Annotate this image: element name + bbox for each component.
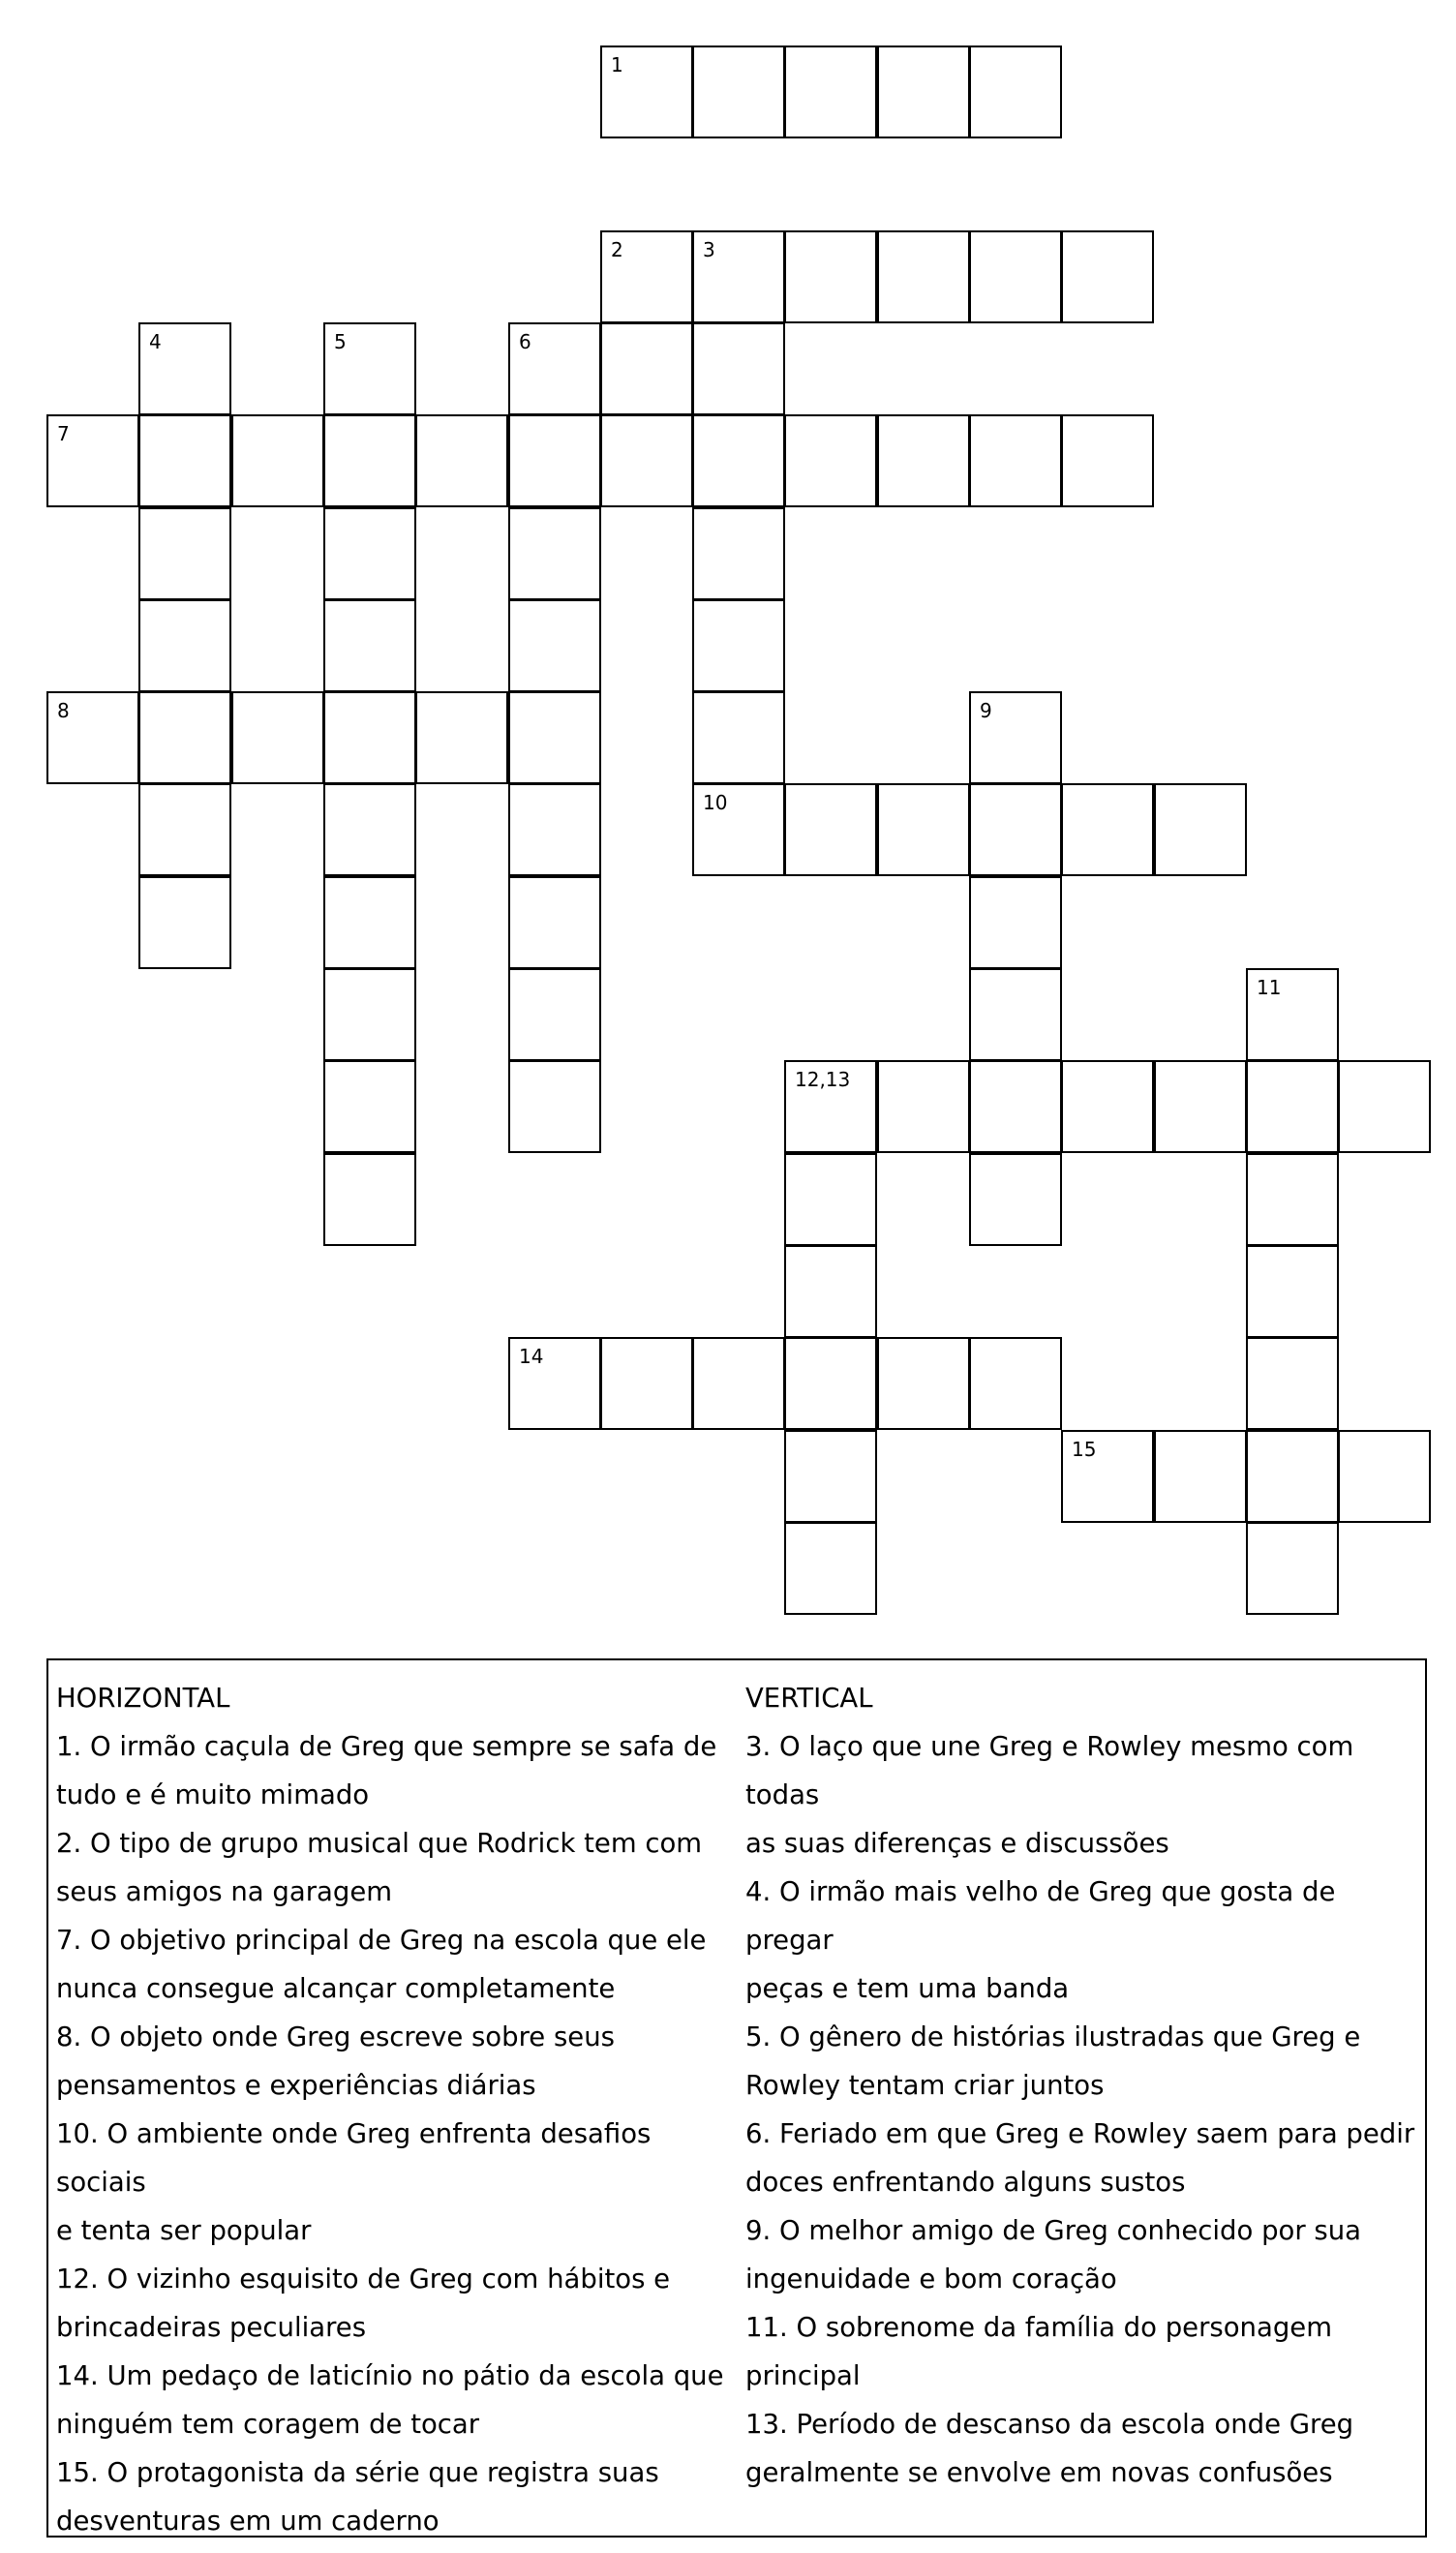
grid-cell[interactable] <box>784 1153 877 1246</box>
grid-cell[interactable] <box>138 783 231 876</box>
grid-cell[interactable] <box>692 322 785 415</box>
clue-line: ninguém tem coragem de tocar <box>56 2409 480 2440</box>
grid-cell[interactable] <box>46 691 139 784</box>
clues-box <box>46 1658 1427 2538</box>
grid-cell[interactable] <box>508 1337 601 1430</box>
grid-cell[interactable] <box>784 1430 877 1523</box>
grid-cell[interactable] <box>508 691 601 784</box>
clue-number: 9 <box>980 699 992 722</box>
clue-number: 14 <box>519 1345 544 1368</box>
grid-cell[interactable] <box>415 414 508 507</box>
clue-line: nunca consegue alcançar completamente <box>56 1973 616 2004</box>
grid-cell[interactable] <box>508 599 601 692</box>
grid-cell[interactable] <box>415 691 508 784</box>
grid-cell[interactable] <box>508 322 601 415</box>
grid-cell[interactable] <box>969 46 1062 138</box>
grid-cell[interactable] <box>600 230 693 323</box>
clue-line: peças e tem uma banda <box>745 1973 1070 2004</box>
grid-cell[interactable] <box>323 783 416 876</box>
clue-line: tudo e é muito mimado <box>56 1779 370 1810</box>
grid-cell[interactable] <box>1246 1153 1339 1246</box>
grid-cell[interactable] <box>600 322 693 415</box>
grid-cell[interactable] <box>138 691 231 784</box>
grid-cell[interactable] <box>1061 1060 1154 1153</box>
clue-line: 12. O vizinho esquisito de Greg com hábitos e <box>56 2264 671 2295</box>
grid-cell[interactable] <box>969 876 1062 969</box>
grid-cell[interactable] <box>1154 1430 1247 1523</box>
clue-number: 3 <box>703 238 715 261</box>
grid-cell[interactable] <box>323 968 416 1061</box>
grid-cell[interactable] <box>877 414 970 507</box>
clue-number: 4 <box>149 330 162 353</box>
clue-number: 12,13 <box>795 1068 851 1091</box>
grid-cell[interactable] <box>1246 968 1339 1061</box>
clue-number: 8 <box>57 699 70 722</box>
clue-number: 6 <box>519 330 531 353</box>
grid-cell[interactable] <box>508 783 601 876</box>
clue-line: 9. O melhor amigo de Greg conhecido por sua <box>745 2215 1362 2246</box>
grid-cell[interactable] <box>969 968 1062 1061</box>
grid-cell[interactable] <box>323 507 416 600</box>
grid-cell[interactable] <box>692 691 785 784</box>
grid-cell[interactable] <box>138 322 231 415</box>
grid-cell[interactable] <box>231 414 324 507</box>
grid-cell[interactable] <box>508 414 601 507</box>
grid-cell[interactable] <box>323 1153 416 1246</box>
clue-line: seus amigos na garagem <box>56 1876 393 1907</box>
grid-cell[interactable] <box>508 876 601 969</box>
grid-cell[interactable] <box>323 1060 416 1153</box>
grid-cell[interactable] <box>1061 783 1154 876</box>
grid-cell[interactable] <box>1246 1060 1339 1153</box>
clue-line: 3. O laço que une Greg e Rowley mesmo com todas <box>745 1731 1354 1810</box>
grid-cell[interactable] <box>969 1153 1062 1246</box>
clue-line: 10. O ambiente onde Greg enfrenta desafios sociais <box>56 2118 652 2198</box>
vertical-heading: VERTICAL <box>745 1683 873 1714</box>
grid-cell[interactable] <box>784 230 877 323</box>
grid-cell[interactable] <box>692 783 785 876</box>
grid-cell[interactable] <box>969 783 1062 876</box>
grid-cell[interactable] <box>969 230 1062 323</box>
grid-cell[interactable] <box>692 414 785 507</box>
grid-cell[interactable] <box>46 414 139 507</box>
grid-cell[interactable] <box>784 1522 877 1615</box>
grid-cell[interactable] <box>323 691 416 784</box>
grid-cell[interactable] <box>508 507 601 600</box>
grid-cell[interactable] <box>138 507 231 600</box>
clue-line: 14. Um pedaço de laticínio no pátio da escola que <box>56 2360 724 2391</box>
grid-cell[interactable] <box>692 230 785 323</box>
grid-cell[interactable] <box>877 46 970 138</box>
clue-line: pensamentos e experiências diárias <box>56 2070 536 2101</box>
grid-cell[interactable] <box>1154 1060 1247 1153</box>
grid-cell[interactable] <box>323 876 416 969</box>
grid-cell[interactable] <box>784 46 877 138</box>
clue-number: 1 <box>611 53 623 76</box>
grid-cell[interactable] <box>969 1060 1062 1153</box>
clue-number: 11 <box>1257 976 1282 999</box>
grid-cell[interactable] <box>323 414 416 507</box>
grid-cell[interactable] <box>969 1337 1062 1430</box>
grid-cell[interactable] <box>323 599 416 692</box>
grid-cell[interactable] <box>877 1060 970 1153</box>
clue-line: brincadeiras peculiares <box>56 2312 367 2343</box>
grid-cell[interactable] <box>1338 1430 1431 1523</box>
clue-line: 11. O sobrenome da família do personagem <box>745 2312 1332 2343</box>
grid-cell[interactable] <box>784 1245 877 1338</box>
clue-line: 7. O objetivo principal de Greg na escola que ele <box>56 1925 707 1956</box>
grid-cell[interactable] <box>784 1060 877 1153</box>
clue-number: 15 <box>1072 1438 1097 1461</box>
clue-line: principal <box>745 2360 861 2391</box>
grid-cell[interactable] <box>600 414 693 507</box>
clue-line: e tenta ser popular <box>56 2215 312 2246</box>
grid-cell[interactable] <box>969 414 1062 507</box>
vertical-clues <box>745 1674 1423 2497</box>
grid-cell[interactable] <box>1246 1245 1339 1338</box>
grid-cell[interactable] <box>1246 1430 1339 1523</box>
grid-cell[interactable] <box>692 1337 785 1430</box>
grid-cell[interactable] <box>138 876 231 969</box>
grid-cell[interactable] <box>138 599 231 692</box>
clue-line: 6. Feriado em que Greg e Rowley saem para pedir <box>745 2118 1415 2149</box>
clue-line: 15. O protagonista da série que registra suas <box>56 2457 659 2488</box>
clue-line: as suas diferenças e discussões <box>745 1828 1169 1859</box>
grid-cell[interactable] <box>877 1337 970 1430</box>
grid-cell[interactable] <box>877 783 970 876</box>
clue-line: 2. O tipo de grupo musical que Rodrick tem com <box>56 1828 703 1859</box>
clue-line: Rowley tentam criar juntos <box>745 2070 1105 2101</box>
grid-cell[interactable] <box>1246 1522 1339 1615</box>
grid-cell[interactable] <box>1246 1337 1339 1430</box>
grid-cell[interactable] <box>508 968 601 1061</box>
clue-number: 7 <box>57 422 70 445</box>
clue-line: ingenuidade e bom coração <box>745 2264 1117 2295</box>
grid-cell[interactable] <box>1061 414 1154 507</box>
grid-cell[interactable] <box>600 1337 693 1430</box>
grid-cell[interactable] <box>1154 783 1247 876</box>
grid-cell[interactable] <box>692 46 785 138</box>
grid-cell[interactable] <box>508 1060 601 1153</box>
clue-line: desventuras em um caderno <box>56 2506 440 2537</box>
grid-cell[interactable] <box>692 599 785 692</box>
clue-number: 2 <box>611 238 623 261</box>
horizontal-heading: HORIZONTAL <box>56 1683 230 1714</box>
clue-line: doces enfrentando alguns sustos <box>745 2167 1186 2198</box>
grid-cell[interactable] <box>784 783 877 876</box>
clue-number: 10 <box>703 791 728 814</box>
horizontal-clues <box>56 1674 734 2545</box>
grid-cell[interactable] <box>969 691 1062 784</box>
grid-cell[interactable] <box>692 507 785 600</box>
grid-cell[interactable] <box>784 414 877 507</box>
grid-cell[interactable] <box>138 414 231 507</box>
grid-cell[interactable] <box>1061 230 1154 323</box>
grid-cell[interactable] <box>1061 1430 1154 1523</box>
clue-line: 1. O irmão caçula de Greg que sempre se safa de <box>56 1731 717 1762</box>
grid-cell[interactable] <box>784 1337 877 1430</box>
grid-cell[interactable] <box>323 322 416 415</box>
clue-line: 8. O objeto onde Greg escreve sobre seus <box>56 2021 615 2052</box>
clue-line: 5. O gênero de histórias ilustradas que Greg e <box>745 2021 1361 2052</box>
grid-cell[interactable] <box>600 46 693 138</box>
clue-line: 13. Período de descanso da escola onde Greg <box>745 2409 1354 2440</box>
grid-cell[interactable] <box>877 230 970 323</box>
clue-number: 5 <box>334 330 347 353</box>
clue-line: 4. O irmão mais velho de Greg que gosta de pregar <box>745 1876 1336 1956</box>
grid-cell[interactable] <box>231 691 324 784</box>
grid-cell[interactable] <box>1338 1060 1431 1153</box>
clue-line: geralmente se envolve em novas confusões <box>745 2457 1333 2488</box>
